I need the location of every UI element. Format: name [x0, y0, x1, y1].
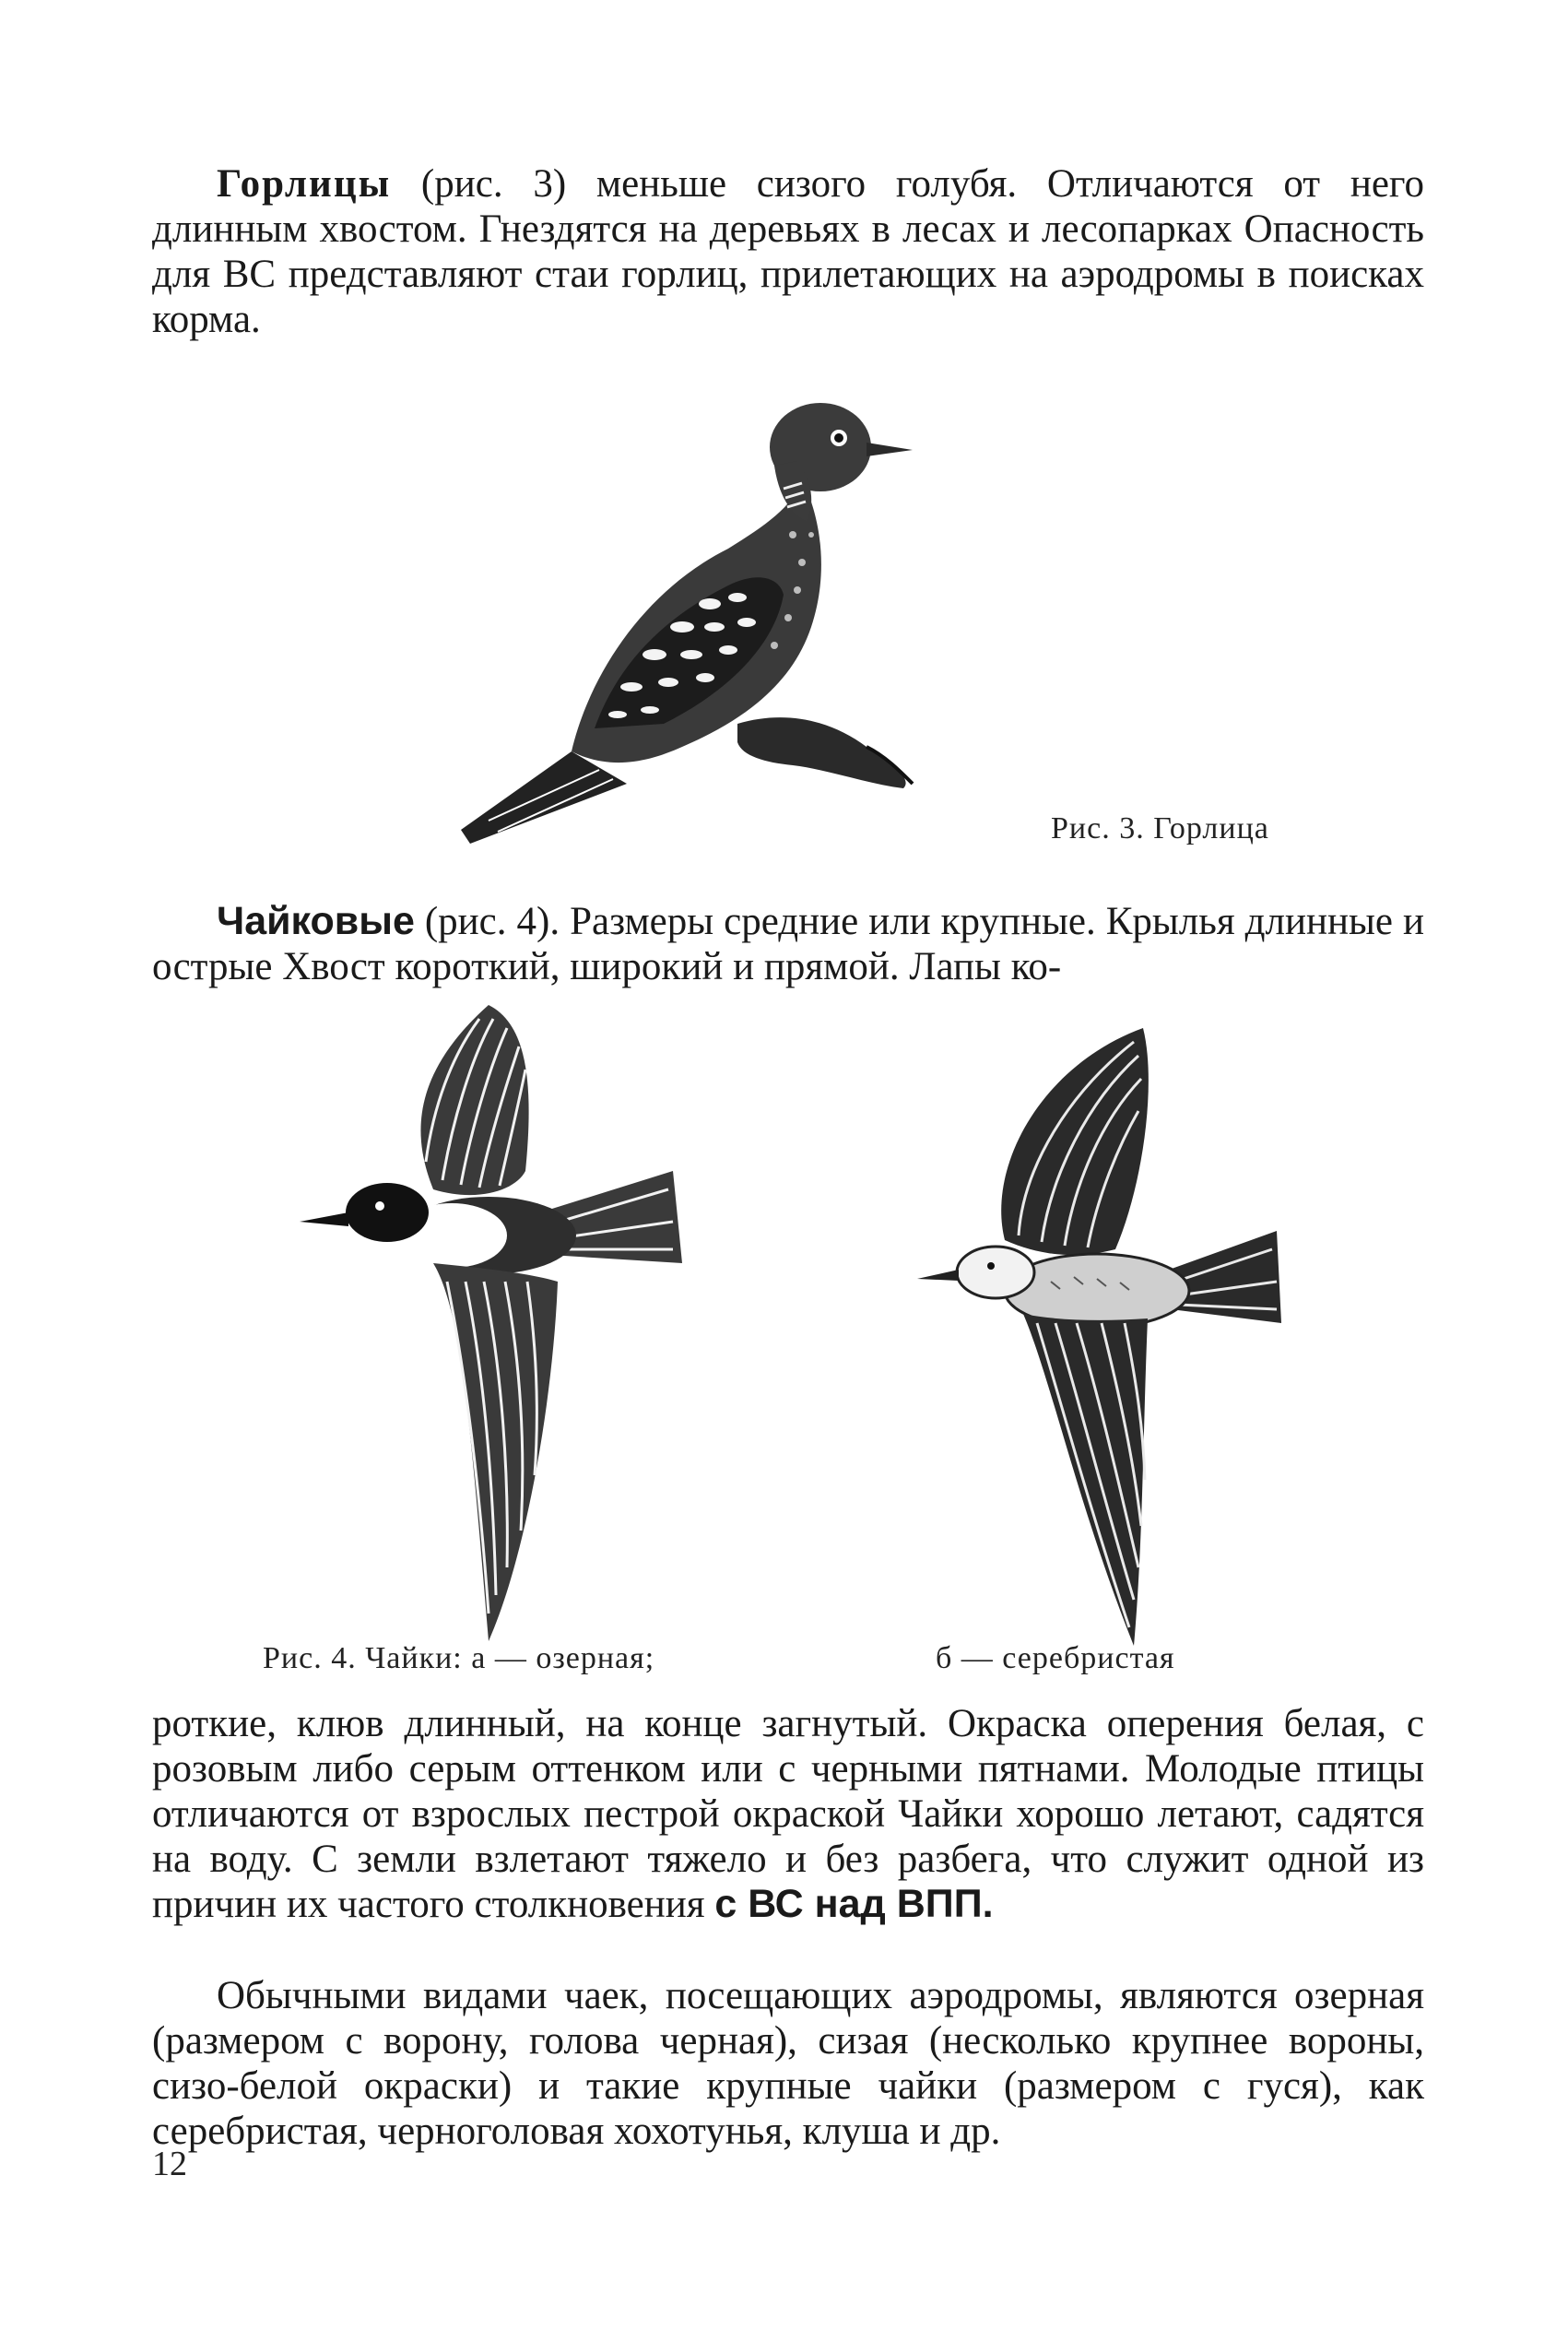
page-number: 12 — [152, 2145, 187, 2183]
paragraph-turtle-doves-text: (рис. 3) меньше сизого голубя. Отличаются от него длинным хвостом. Гнездятся на деревьях в лесах и лесопарках Опасность для ВС представляют стаи горлиц, прилетающих на аэродромы в поисках корма. — [152, 162, 1424, 341]
figure-3-caption: Рис. 3. Горлица — [1051, 811, 1269, 845]
black-headed-gull-illustration — [295, 1005, 701, 1650]
paragraph-gulls-bold-end: с ВС над ВПП. — [714, 1882, 994, 1926]
paragraph-gulls — [152, 899, 1424, 989]
term-turtle-doves: Горлицы — [217, 162, 392, 206]
herring-gull-illustration — [913, 1028, 1300, 1655]
paragraph-gulls-continued — [152, 1701, 1424, 1927]
turtle-dove-illustration — [433, 350, 1023, 848]
paragraph-gulls-text-after: роткие, клюв длинный, на конце загнутый. Окраска оперения белая, с розовым либо серым оттенком или с черными пятнами. Молодые птицы отличаются от взрослых пестрой окраской Чайки хорошо летают, садятся на воду. С земли взлетают тяжело и без разбега, что служит одной из причин их частого столкновения — [152, 1702, 1424, 1926]
paragraph-common-gulls — [152, 1973, 1424, 2154]
figure-4-caption-a: Рис. 4. Чайки: а — озерная; — [263, 1641, 655, 1675]
paragraph-common-gulls-text: Обычными видами чаек, посещающих аэродромы, являются озерная (размером с ворону, голова черная), сизая (несколько крупнее вороны, сизо-белой окраски) и такие крупные чайки (размером с гуся), как серебристая, черноголовая хохотунья, клуша и др. — [152, 1974, 1424, 2153]
paragraph-gulls-text-before: (рис. 4). Размеры средние или крупные. Крылья длинные и острые Хвост короткий, широкий и прямой. Лапы ко- — [152, 900, 1424, 988]
paragraph-turtle-doves — [152, 161, 1424, 342]
term-gulls: Чайковые — [217, 899, 415, 943]
figure-4-caption-b: б — серебристая — [936, 1641, 1175, 1675]
